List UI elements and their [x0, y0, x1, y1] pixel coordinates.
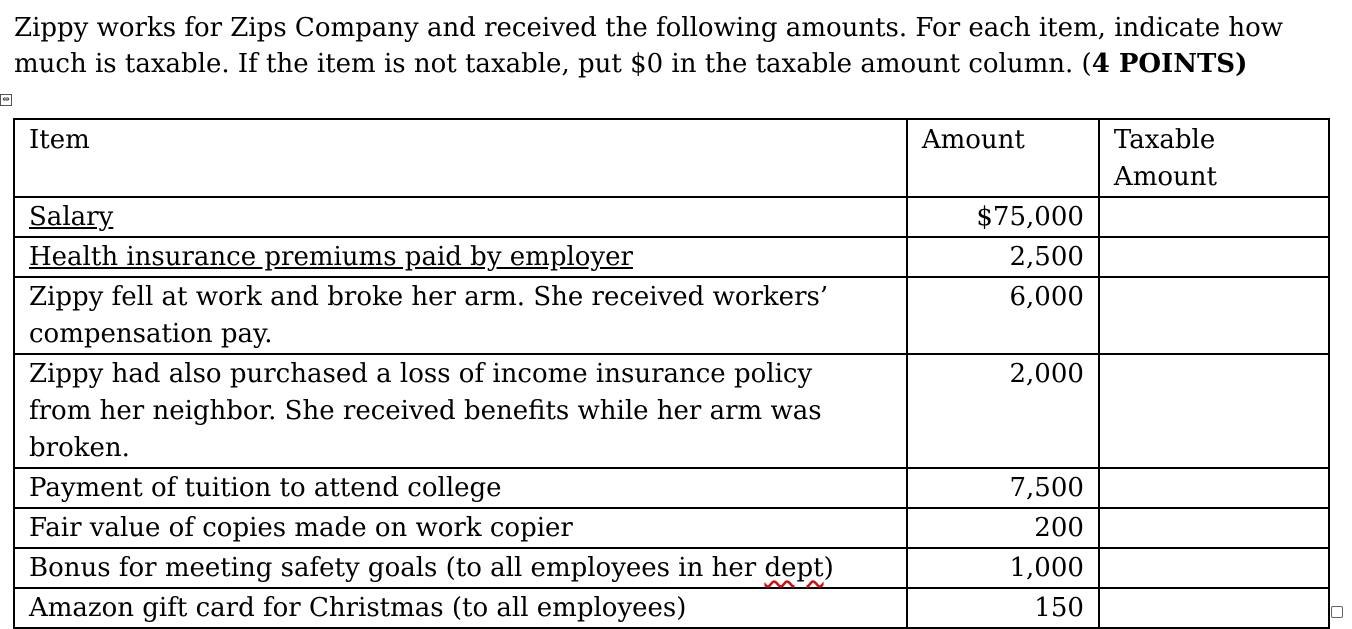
question-prompt: [14, 10, 1334, 82]
taxable-amount-cell[interactable]: [1099, 468, 1329, 508]
item-text: Bonus for meeting safety goals (to all employees in her: [29, 553, 765, 583]
item-cell: [14, 548, 907, 588]
item-text-line1: Zippy fell at work and broke her arm. She received workers’: [29, 282, 829, 312]
item-cell: Fair value of copies made on work copier: [14, 508, 907, 548]
prompt-line-2-text: much is taxable. If the item is not taxable, put $0 in the taxable amount column. (: [14, 49, 1092, 79]
table-row: [14, 548, 1329, 588]
taxable-amount-cell[interactable]: [1099, 277, 1329, 354]
taxable-items-table: [13, 118, 1330, 629]
taxable-amount-cell[interactable]: [1099, 237, 1329, 277]
table-row: [14, 354, 1329, 468]
taxable-amount-cell[interactable]: [1099, 588, 1329, 628]
header-item: Item: [14, 119, 907, 197]
item-text-line2: from her neighbor. She received benefits while her arm was: [29, 396, 822, 426]
prompt-line-1: Zippy works for Zips Company and received the following amounts. For each item, indicate how: [14, 13, 1284, 43]
table-row: [14, 588, 1329, 628]
prompt-line-2-close: ): [1235, 49, 1248, 79]
header-taxable-amount: [1099, 119, 1329, 197]
item-text-line2: compensation pay.: [29, 319, 273, 349]
taxable-amount-cell[interactable]: [1099, 508, 1329, 548]
table-header-row: [14, 119, 1329, 197]
taxable-amount-cell[interactable]: [1099, 548, 1329, 588]
item-cell: Amazon gift card for Christmas (to all employees): [14, 588, 907, 628]
item-cell: [14, 354, 907, 468]
table-move-handle-icon[interactable]: ⇹: [0, 94, 12, 106]
item-text: Salary: [29, 202, 114, 232]
item-text: Health insurance premiums paid by employer: [29, 242, 633, 272]
table-row: [14, 508, 1329, 548]
amount-cell: 7,500: [907, 468, 1099, 508]
amount-cell: 1,000: [907, 548, 1099, 588]
amount-cell: 2,500: [907, 237, 1099, 277]
amount-cell: 2,000: [907, 354, 1099, 468]
amount-cell: 6,000: [907, 277, 1099, 354]
points-label: 4 POINTS: [1091, 49, 1236, 79]
table-row: [14, 237, 1329, 277]
item-text-end: ): [823, 553, 834, 583]
item-text-line1: Zippy had also purchased a loss of income insurance policy: [29, 359, 813, 389]
amount-cell: 150: [907, 588, 1099, 628]
item-cell: [14, 197, 907, 237]
item-cell: [14, 237, 907, 277]
taxable-amount-cell[interactable]: [1099, 354, 1329, 468]
amount-cell: $75,000: [907, 197, 1099, 237]
header-taxable-line2: Amount: [1113, 162, 1217, 192]
table-row: [14, 277, 1329, 354]
spelling-flag-word: dept: [764, 553, 824, 583]
taxable-amount-cell[interactable]: [1099, 197, 1329, 237]
item-text-line3: broken.: [29, 433, 130, 463]
table-row: [14, 468, 1329, 508]
table-resize-handle-icon[interactable]: [1331, 606, 1343, 618]
prompt-line-2: [14, 46, 1334, 82]
header-amount: Amount: [907, 119, 1099, 197]
item-cell: Payment of tuition to attend college: [14, 468, 907, 508]
header-taxable-line1: Taxable: [1113, 125, 1216, 155]
item-cell: [14, 277, 907, 354]
amount-cell: 200: [907, 508, 1099, 548]
table-row: [14, 197, 1329, 237]
